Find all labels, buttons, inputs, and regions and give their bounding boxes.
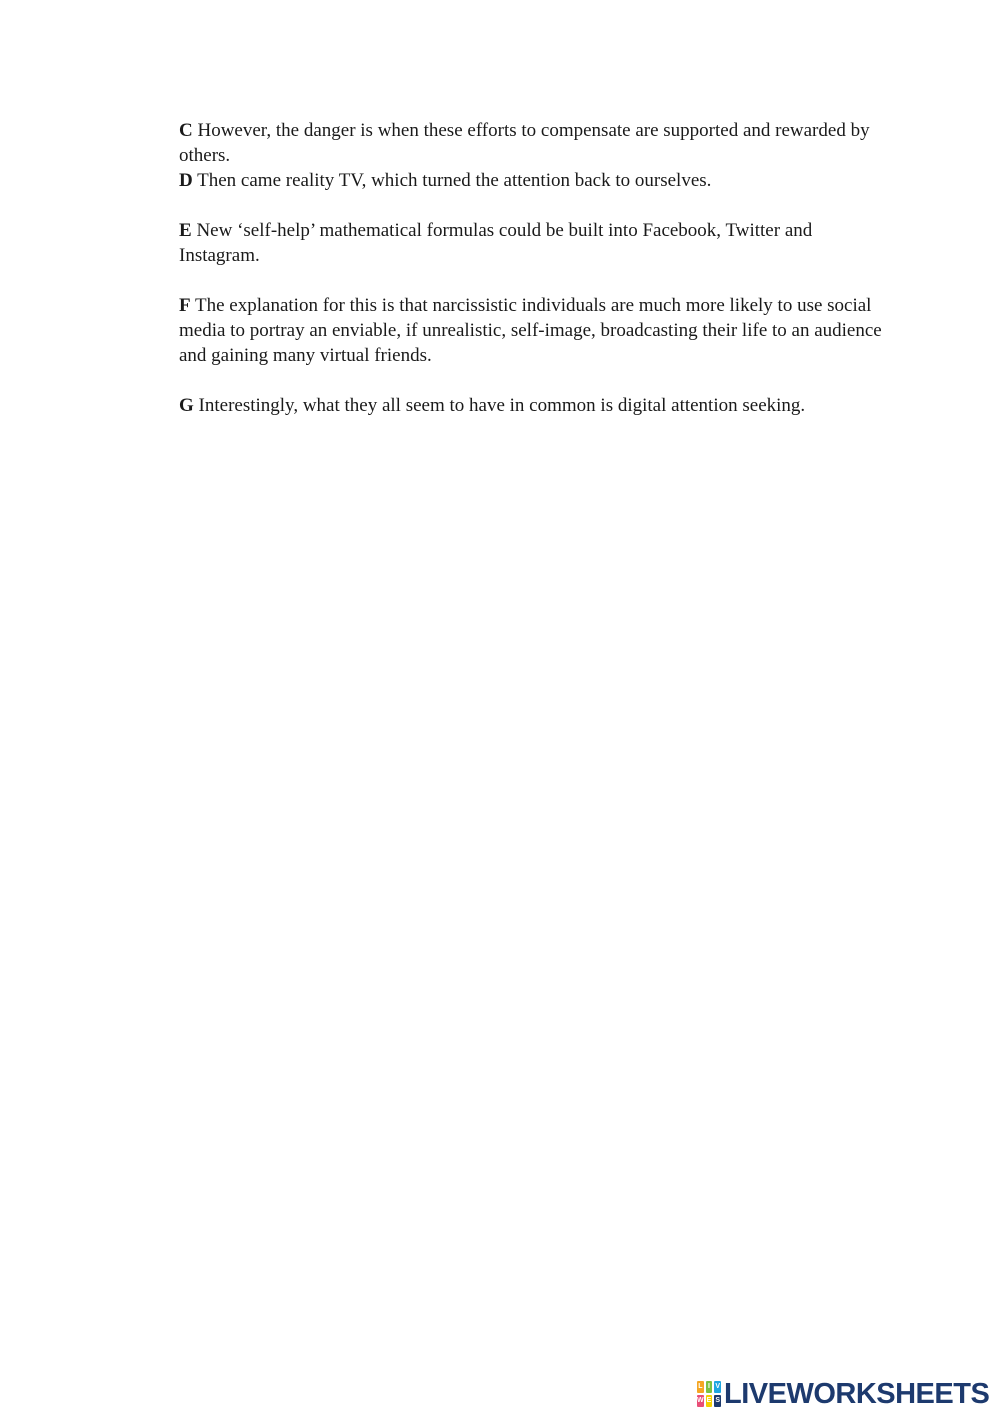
option-text: Interestingly, what they all seem to have in common is digital attention seeking. [193,395,806,416]
option-text: New ‘self-help’ mathematical formulas could be built into Facebook, Twitter and Instagram. [179,220,813,266]
logo-mark-icon: L I V W E S [697,1381,721,1407]
option-letter: F [179,295,191,316]
sentence-options [179,118,891,418]
option-text: The explanation for this is that narcissistic individuals are much more likely to use social media to portray an enviable, if unrealistic, self-image, broadcasting their life to an audience and gaining many virtual friends. [179,295,882,366]
liveworksheets-logo [697,1378,989,1410]
logo-text: LIVEWORKSHEETS [724,1377,990,1410]
option-c [179,118,891,168]
option-text: Then came reality TV, which turned the attention back to ourselves. [192,170,712,191]
option-e [179,218,891,268]
option-f [179,293,891,368]
option-letter: D [179,170,193,191]
option-d [179,168,891,193]
option-text: However, the danger is when these efforts to compensate are supported and rewarded by others. [179,120,870,166]
option-letter: G [179,395,194,416]
option-letter: C [179,120,193,141]
option-g [179,393,891,418]
option-letter: E [179,220,192,241]
